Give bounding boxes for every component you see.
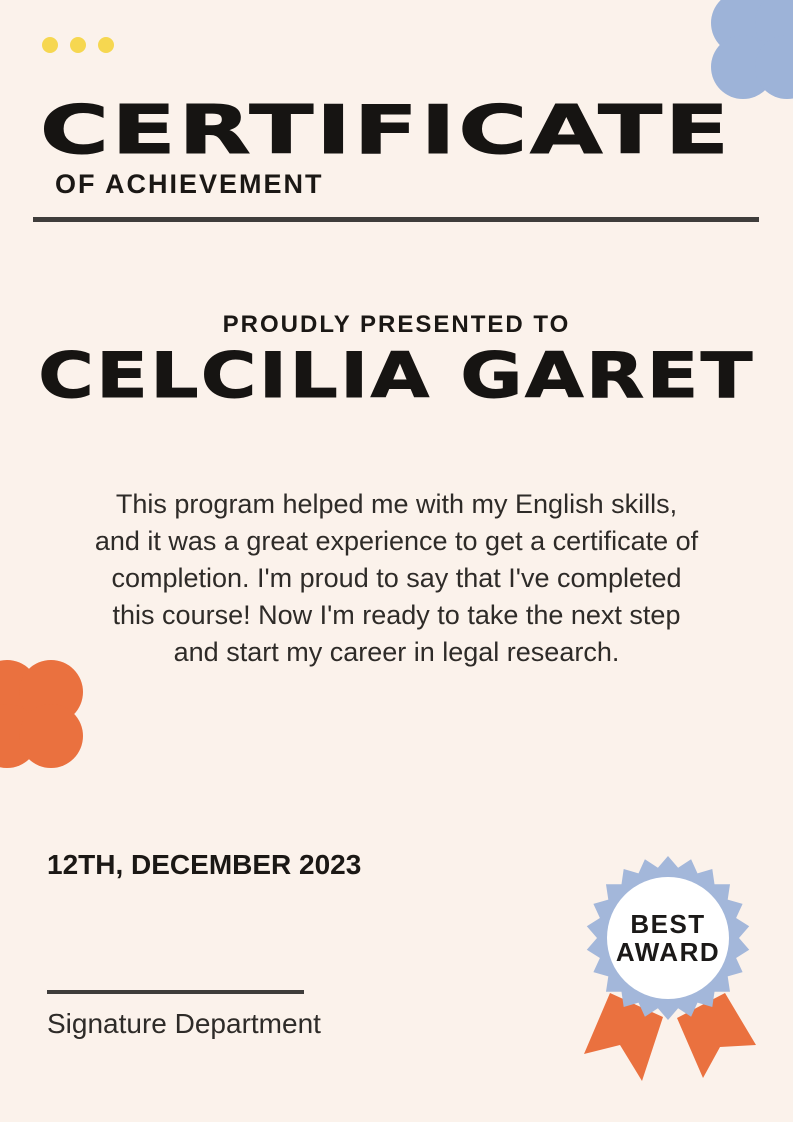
signature-line xyxy=(47,990,304,994)
testimonial-paragraph xyxy=(0,486,793,671)
dots-decoration xyxy=(42,37,114,53)
testimonial-line: and start my career in legal research. xyxy=(173,637,620,667)
yellow-dot-icon xyxy=(98,37,114,53)
recipient-name: CELCILIA GARET xyxy=(38,339,755,412)
testimonial-line: completion. I'm proud to say that I've completed xyxy=(111,563,682,593)
presented-label: PROUDLY PRESENTED TO xyxy=(222,311,571,338)
badge-label-line2: AWARD xyxy=(615,937,721,967)
date-text: 12TH, DECEMBER 2023 xyxy=(47,849,362,880)
best-award-badge-icon xyxy=(560,830,790,1122)
orange-clover-icon xyxy=(0,653,112,793)
badge-label-line1: BEST xyxy=(630,909,706,939)
yellow-dot-icon xyxy=(70,37,86,53)
signature-label: Signature Department xyxy=(47,1008,321,1039)
title-divider xyxy=(33,217,759,222)
certificate-subtitle: OF ACHIEVEMENT xyxy=(55,169,324,199)
yellow-dot-icon xyxy=(42,37,58,53)
testimonial-line: this course! Now I'm ready to take the next step xyxy=(112,600,681,630)
certificate-title: CERTIFICATE xyxy=(40,91,732,169)
testimonial-line: and it was a great experience to get a certificate of xyxy=(94,526,699,556)
testimonial-line: This program helped me with my English skills, xyxy=(115,489,678,519)
